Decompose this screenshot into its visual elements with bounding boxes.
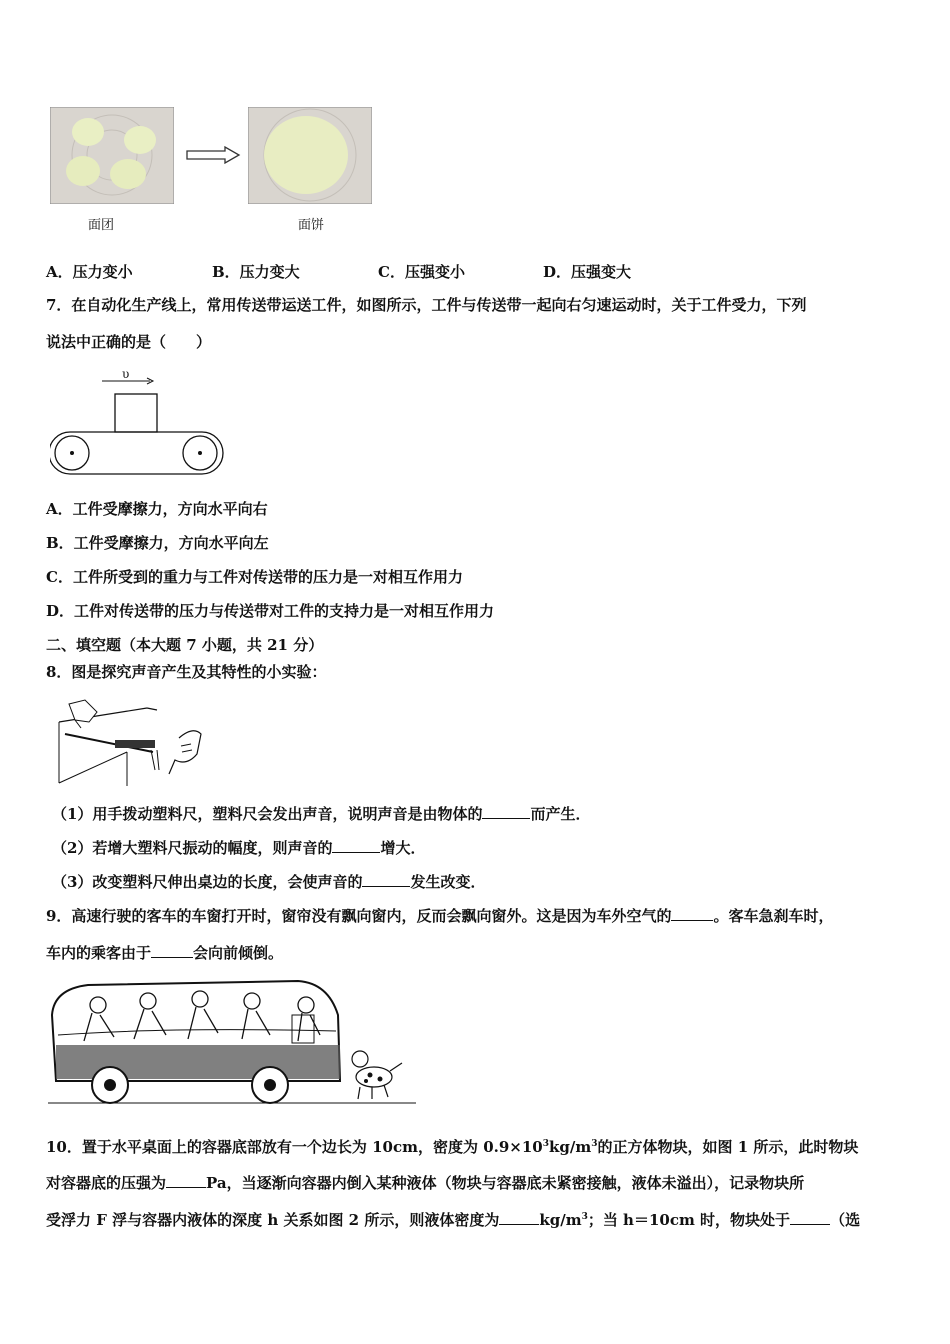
dough-balls-image xyxy=(50,107,174,204)
q10-blank-1[interactable] xyxy=(166,1173,206,1188)
dough-pancake-image xyxy=(248,107,372,204)
q10-line3-mid: ；当 h＝10cm 时，物块处于 xyxy=(587,1211,791,1229)
q6-option-c: C．压强变小 xyxy=(378,263,465,281)
velocity-label: υ xyxy=(122,367,130,381)
bus-braking-figure xyxy=(48,975,416,1107)
q7-option-b: B．工件受摩擦力，方向水平向左 xyxy=(46,534,269,552)
q8-sub2-end: 增大． xyxy=(380,839,426,857)
q8-text: 8．图是探究声音产生及其特性的小实验： xyxy=(46,663,327,681)
ruler-experiment-figure xyxy=(55,698,210,786)
q10-line1-end: 的正方体物块，如图 1 所示，此时物块 xyxy=(597,1138,859,1156)
q10-unit-1: kg/m xyxy=(549,1138,592,1156)
q9-line2 xyxy=(46,943,283,963)
q10-line3-text: 受浮力 F 浮与容器内液体的深度 h 关系如图 2 所示，则液体密度为 xyxy=(46,1211,500,1229)
q10-line3-end: （选 xyxy=(830,1211,861,1229)
q9-line1-text: 9．高速行驶的客车的车窗打开时，窗帘没有飘向窗内，反而会飘向窗外。这是因为车外空气的 xyxy=(46,907,672,925)
q8-blank-2[interactable] xyxy=(332,838,380,853)
q6-option-d: D．压强变大 xyxy=(543,263,632,281)
q7-text-line1: 7．在自动化生产线上，常用传送带运送工件，如图所示，工件与传送带一起向右匀速运动时，关于工件受力，下列 xyxy=(46,296,807,314)
q8-sub1-text: （1）用手拨动塑料尺，塑料尺会发出声音，说明声音是由物体的 xyxy=(52,805,483,823)
q10-sup-3: 3 xyxy=(581,1212,588,1222)
q10-line1-text: 10．置于水平桌面上的容器底部放有一个边长为 10cm，密度为 0.9×10 xyxy=(46,1138,543,1156)
caption-dough: 面团 xyxy=(88,218,115,233)
q7-option-a: A．工件受摩擦力，方向水平向右 xyxy=(46,500,268,518)
conveyor-belt-figure xyxy=(50,364,228,479)
q8-blank-1[interactable] xyxy=(482,804,530,819)
q8-sub3-text: （3）改变塑料尺伸出桌边的长度，会使声音的 xyxy=(52,873,363,891)
q8-sub3 xyxy=(52,872,485,892)
q10-unit-2: kg/m xyxy=(539,1211,582,1229)
q9-line2-end: 会向前倾倒。 xyxy=(193,944,284,962)
q10-line3 xyxy=(46,1210,860,1230)
q7-option-c: C．工件所受到的重力与工件对传送带的压力是一对相互作用力 xyxy=(46,568,463,586)
q8-sub2 xyxy=(52,838,425,858)
q6-option-a: A．压力变小 xyxy=(46,263,133,281)
q6-option-b: B．压力变大 xyxy=(212,263,300,281)
q8-sub2-text: （2）若增大塑料尺振动的幅度，则声音的 xyxy=(52,839,333,857)
q8-sub3-end: 发生改变． xyxy=(410,873,486,891)
arrow-icon xyxy=(185,146,241,164)
q8-sub1-end: 而产生． xyxy=(530,805,591,823)
q9-blank-2[interactable] xyxy=(151,943,193,958)
q9-line2-text: 车内的乘客由于 xyxy=(46,944,152,962)
q10-blank-2[interactable] xyxy=(499,1210,539,1225)
q10-line2-text: 对容器底的压强为 xyxy=(46,1174,167,1192)
section-title: 二、填空题（本大题 7 小题，共 21 分） xyxy=(46,636,324,654)
q8-sub1 xyxy=(52,804,590,824)
q10-sup-1: 3 xyxy=(542,1139,550,1149)
q10-line1 xyxy=(46,1137,858,1157)
caption-pancake: 面饼 xyxy=(298,218,325,233)
q10-sup-2: 3 xyxy=(591,1139,598,1149)
q10-line2 xyxy=(46,1173,804,1193)
q9-line1 xyxy=(46,906,833,926)
q9-blank-1[interactable] xyxy=(671,906,713,921)
q9-line1-end: 。客车急刹车时， xyxy=(713,907,834,925)
q7-text-line2: 说法中正确的是（ ） xyxy=(46,333,212,351)
q10-line2-end: Pa，当逐渐向容器内倒入某种液体（物块与容器底未紧密接触，液体未溢出），记录物块所 xyxy=(206,1174,805,1192)
q7-option-d: D．工件对传送带的压力与传送带对工件的支持力是一对相互作用力 xyxy=(46,602,495,620)
q10-blank-3[interactable] xyxy=(790,1210,830,1225)
q8-blank-3[interactable] xyxy=(362,872,410,887)
